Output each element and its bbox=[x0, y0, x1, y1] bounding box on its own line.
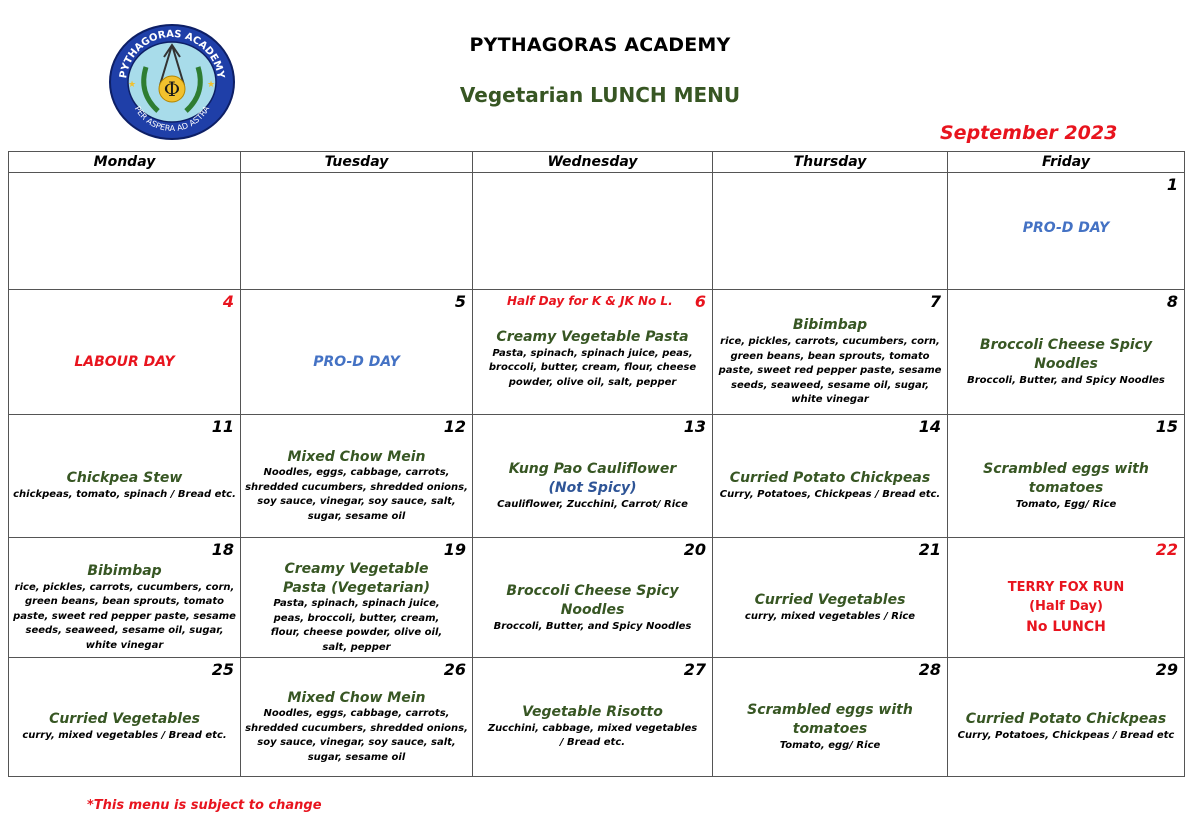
dish-name: Curried Vegetables bbox=[754, 591, 906, 608]
dish-name: Scrambled eggs with tomatoes bbox=[747, 701, 913, 737]
lunch-calendar bbox=[8, 151, 1185, 777]
week-row bbox=[9, 538, 1185, 658]
day-cell bbox=[473, 538, 713, 658]
day-number: 25 bbox=[211, 660, 234, 679]
weekday-header-row bbox=[9, 152, 1185, 173]
star-icon: ★ bbox=[128, 80, 137, 90]
dish-ingredients: rice, pickles, carrots, cucumbers, corn, green beans, bean sprouts, tomato paste, sweet red pepper paste, sesame seeds, seaweed, sesame oil, sugar, white vinegar bbox=[718, 336, 942, 406]
day-cell bbox=[948, 173, 1185, 290]
dish-name: Chickpea Stew bbox=[66, 470, 183, 487]
dish-name: Curried Potato Chickpeas bbox=[729, 470, 931, 487]
weekday-header: Friday bbox=[948, 152, 1185, 173]
dish-name: Broccoli Cheese Spicy Noodles bbox=[506, 583, 679, 618]
dish-name: Curried Potato Chickpeas bbox=[965, 711, 1167, 728]
dish-name: Bibimbap bbox=[792, 317, 868, 334]
day-number: 13 bbox=[683, 417, 706, 436]
weekday-header: Wednesday bbox=[473, 152, 713, 173]
day-number: 4 bbox=[222, 292, 234, 311]
day-cell bbox=[9, 538, 241, 658]
day-cell bbox=[473, 290, 713, 415]
dish-ingredients: curry, mixed vegetables / Rice bbox=[744, 610, 916, 622]
dish-name: Mixed Chow Mein bbox=[287, 689, 426, 706]
day-cell-empty bbox=[713, 173, 948, 290]
dish-name: Creamy Vegetable Pasta (Vegetarian) bbox=[282, 560, 431, 596]
day-cell bbox=[948, 290, 1185, 415]
disclaimer-note: *This menu is subject to change bbox=[87, 798, 322, 813]
day-cell bbox=[9, 658, 241, 777]
dish-ingredients: Broccoli, Butter, and Spicy Noodles bbox=[493, 620, 692, 632]
dish-ingredients: rice, pickles, carrots, cucumbers, corn, green beans, bean sprouts, tomato paste, sweet red pepper paste, sesame seeds, seaweed, sesame oil, sugar, white vinegar bbox=[13, 581, 236, 651]
logo-text-bottom: PER ASPERA AD ASTRA bbox=[132, 104, 212, 134]
day-cell bbox=[241, 538, 473, 658]
event-line: (Half Day) bbox=[1029, 599, 1103, 614]
weekday-header: Tuesday bbox=[241, 152, 473, 173]
day-cell bbox=[9, 290, 241, 415]
dish-name: Vegetable Risotto bbox=[522, 704, 663, 721]
dish-name: Bibimbap bbox=[87, 562, 162, 579]
week-row bbox=[9, 415, 1185, 538]
day-number: 19 bbox=[443, 540, 466, 559]
day-number: 5 bbox=[454, 292, 466, 311]
dish-ingredients: Broccoli, Butter, and Spicy Noodles bbox=[967, 374, 1165, 386]
dish-ingredients: chickpeas, tomato, spinach / Bread etc. bbox=[13, 489, 236, 501]
half-day-note: Half Day for K & JK No L. bbox=[507, 294, 673, 308]
day-number: 21 bbox=[918, 540, 941, 559]
month-label: September 2023 bbox=[940, 122, 1118, 144]
dish-name: Broccoli Cheese Spicy Noodles bbox=[979, 336, 1153, 372]
day-number: 12 bbox=[443, 417, 466, 436]
day-cell bbox=[948, 538, 1185, 658]
day-cell bbox=[473, 415, 713, 538]
dish-ingredients: Cauliflower, Zucchini, Carrot/ Rice bbox=[497, 498, 688, 510]
day-number: 8 bbox=[1166, 292, 1178, 311]
dish-ingredients: Noodles, eggs, cabbage, carrots, shredded cucumbers, shredded onions, soy sauce, vinegar, soy sauce, salt, sugar, sesame oil bbox=[245, 467, 468, 522]
dish-ingredients: curry, mixed vegetables / Bread etc. bbox=[22, 730, 227, 742]
day-cell-empty bbox=[9, 173, 241, 290]
day-cell bbox=[713, 538, 948, 658]
day-cell bbox=[948, 658, 1185, 777]
dish-name: Scrambled eggs with tomatoes bbox=[983, 460, 1149, 496]
dish-name: Mixed Chow Mein bbox=[287, 448, 426, 465]
day-number: 29 bbox=[1155, 660, 1178, 679]
dish-ingredients: Curry, Potatoes, Chickpeas / Bread etc bbox=[957, 730, 1175, 742]
day-number: 7 bbox=[929, 292, 941, 311]
dish-name: Creamy Vegetable Pasta bbox=[496, 329, 689, 345]
week-row bbox=[9, 658, 1185, 777]
day-cell bbox=[713, 658, 948, 777]
day-number: 1 bbox=[1166, 175, 1178, 194]
day-cell bbox=[473, 658, 713, 777]
menu-title: Vegetarian LUNCH MENU bbox=[459, 83, 741, 107]
weekday-header: Thursday bbox=[713, 152, 948, 173]
school-name: PYTHAGORAS ACADEMY bbox=[469, 34, 731, 56]
dish-ingredients: Tomato, egg/ Rice bbox=[779, 739, 881, 751]
day-number: 26 bbox=[443, 660, 466, 679]
day-number: 18 bbox=[211, 540, 234, 559]
dish-ingredients: Noodles, eggs, cabbage, carrots, shredded cucumbers, shredded onions, soy sauce, vinegar, soy sauce, salt, sugar, sesame oil bbox=[245, 708, 468, 763]
event-label: PRO-D DAY bbox=[1022, 220, 1110, 236]
dish-ingredients: Zucchini, cabbage, mixed vegetables / Bread etc. bbox=[487, 722, 698, 749]
day-cell bbox=[241, 415, 473, 538]
event-line: TERRY FOX RUN bbox=[1007, 579, 1125, 595]
week-row bbox=[9, 290, 1185, 415]
day-number: 22 bbox=[1155, 540, 1178, 559]
dish-ingredients: Curry, Potatoes, Chickpeas / Bread etc. bbox=[719, 489, 941, 501]
dish-name: Curried Vegetables bbox=[49, 711, 200, 728]
logo-symbol: Φ bbox=[163, 77, 181, 101]
dish-ingredients: Pasta, spinach, spinach juice, peas, broccoli, butter, cream, flour, cheese powder, olive oil, salt, pepper bbox=[488, 347, 697, 388]
day-cell bbox=[9, 415, 241, 538]
event-label: PRO-D DAY bbox=[313, 354, 400, 370]
day-cell bbox=[948, 415, 1185, 538]
dish-note: (Not Spicy) bbox=[548, 479, 637, 496]
dish-ingredients: Tomato, Egg/ Rice bbox=[1015, 498, 1117, 510]
star-icon: ★ bbox=[207, 80, 216, 90]
day-number: 27 bbox=[683, 660, 706, 679]
week-row bbox=[9, 173, 1185, 290]
dish-ingredients: Pasta, spinach, spinach juice, peas, broccoli, butter, cream, flour, cheese powder, olive oil, salt, pepper bbox=[270, 598, 443, 653]
day-number: 11 bbox=[211, 417, 234, 436]
day-cell bbox=[241, 290, 473, 415]
day-number: 6 bbox=[694, 292, 706, 311]
holiday-label: LABOUR DAY bbox=[74, 354, 175, 370]
day-cell bbox=[713, 415, 948, 538]
day-cell bbox=[713, 290, 948, 415]
weekday-header: Monday bbox=[9, 152, 241, 173]
day-cell-empty bbox=[241, 173, 473, 290]
logo-text-top: PYTHAGORAS ACADEMY bbox=[118, 28, 226, 80]
event-line: No LUNCH bbox=[1026, 618, 1106, 635]
day-number: 20 bbox=[683, 540, 706, 559]
dish-name: Kung Pao Cauliflower bbox=[508, 460, 677, 477]
day-cell bbox=[241, 658, 473, 777]
day-number: 14 bbox=[918, 417, 941, 436]
day-number: 15 bbox=[1155, 417, 1178, 436]
day-cell-empty bbox=[473, 173, 713, 290]
day-number: 28 bbox=[918, 660, 941, 679]
